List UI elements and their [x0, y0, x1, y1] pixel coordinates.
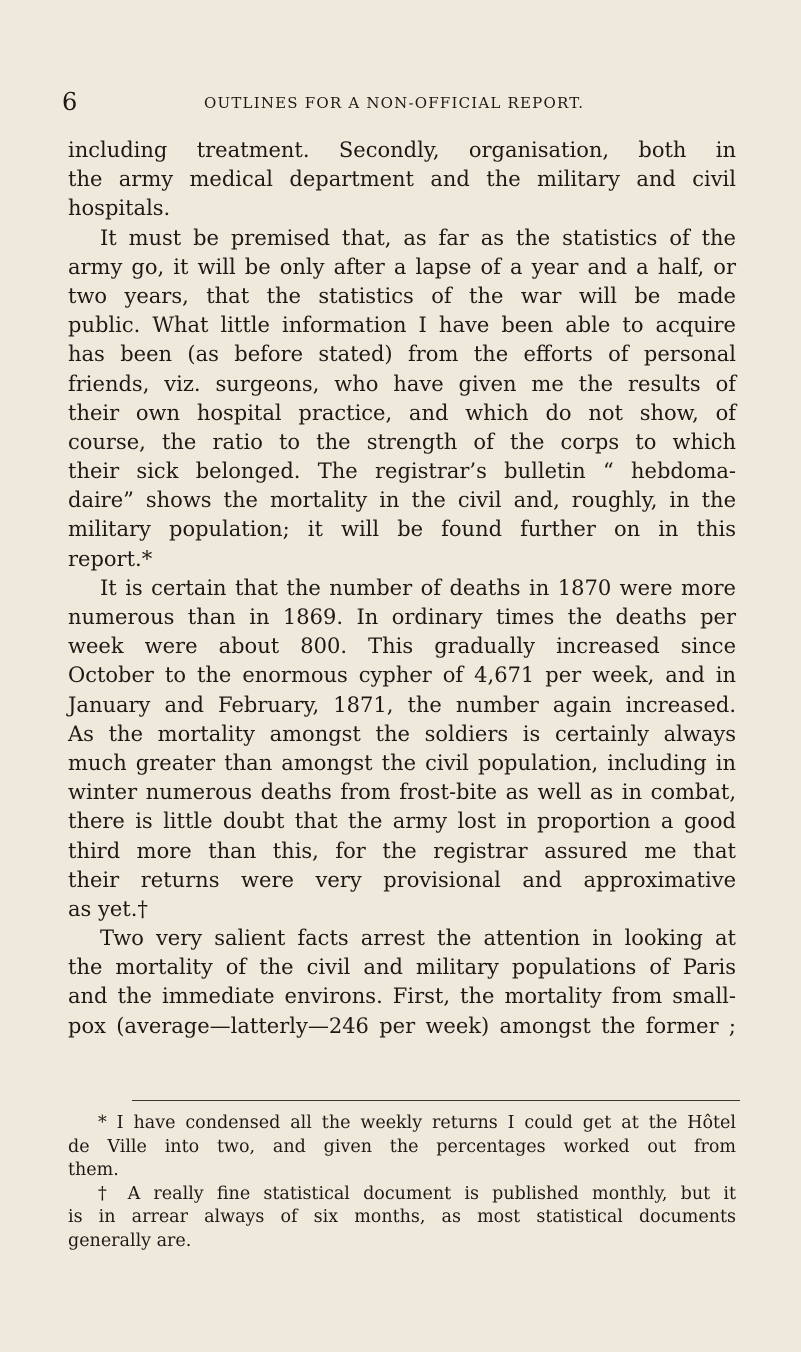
text-line: the mortality of the civil and military populations of Paris [68, 955, 736, 980]
text-line: army go, it will be only after a lapse of a year and a half, or [68, 254, 736, 279]
body-text [68, 136, 736, 1041]
running-head: OUTLINES FOR A NON-OFFICIAL REPORT. [204, 94, 585, 112]
text-line: their returns were very provisional and approximative [68, 867, 736, 892]
text-line: third more than this, for the registrar assured me that [68, 838, 736, 863]
text-line: friends, viz. surgeons, who have given me the results of [68, 371, 736, 396]
text-line: and the immediate environs. First, the mortality from small- [68, 984, 736, 1009]
footnote-line: † A really fine statistical document is published monthly, but it [98, 1183, 736, 1204]
footnote-line: them. [68, 1160, 119, 1180]
text-line: Two very salient facts arrest the attention in looking at [100, 926, 736, 951]
footnote-line: de Ville into two, and given the percentages worked out from [68, 1136, 736, 1157]
text-line: winter numerous deaths from frost-bite as well as in combat, [68, 780, 736, 805]
text-line: As the mortality amongst the soldiers is certainly always [68, 721, 736, 746]
text-line: daire” shows the mortality in the civil and, roughly, in the [68, 488, 736, 513]
footnote-line: * I have condensed all the weekly returns I could get at the Hôtel [98, 1113, 736, 1133]
text-line: October to the enormous cypher of 4,671 per week, and in [68, 663, 736, 688]
page-header [62, 88, 702, 118]
text-line: It is certain that the number of deaths in 1870 were more [100, 575, 736, 600]
text-line: including treatment. Secondly, organisation, both in [68, 138, 736, 162]
text-line: has been (as before stated) from the efforts of personal [68, 342, 736, 367]
footnote-line: generally are. [68, 1230, 192, 1251]
text-line: hospitals. [68, 196, 171, 221]
footnote-line: is in arrear always of six months, as most statistical documents [68, 1207, 736, 1227]
text-line: course, the ratio to the strength of the corps to which [68, 429, 736, 454]
text-line: much greater than amongst the civil population, including in [68, 750, 736, 775]
text-line: military population; it will be found further on in this [68, 517, 736, 542]
footnote-divider [132, 1100, 740, 1101]
text-line: as yet.† [68, 896, 148, 921]
text-line: January and February, 1871, the number again increased. [68, 692, 736, 717]
page-number: 6 [62, 88, 78, 116]
text-line: their own hospital practice, and which do not show, of [68, 400, 736, 425]
text-line: week were about 800. This gradually increased since [68, 634, 736, 659]
text-line: two years, that the statistics of the war will be made [68, 283, 736, 308]
text-line: their sick belonged. The registrar’s bulletin “ hebdoma- [68, 459, 736, 484]
text-line: report.* [68, 546, 153, 571]
text-line: numerous than in 1869. In ordinary times the deaths per [68, 605, 736, 629]
text-line: pox (average—latterly—246 per week) amongst the former ; [68, 1013, 736, 1038]
footnotes [68, 1112, 736, 1253]
text-line: It must be premised that, as far as the statistics of the [100, 225, 736, 250]
text-line: public. What little information I have been able to acquire [68, 313, 736, 338]
text-line: the army medical department and the military and civil [68, 167, 736, 192]
text-line: there is little doubt that the army lost in proportion a good [68, 809, 736, 834]
